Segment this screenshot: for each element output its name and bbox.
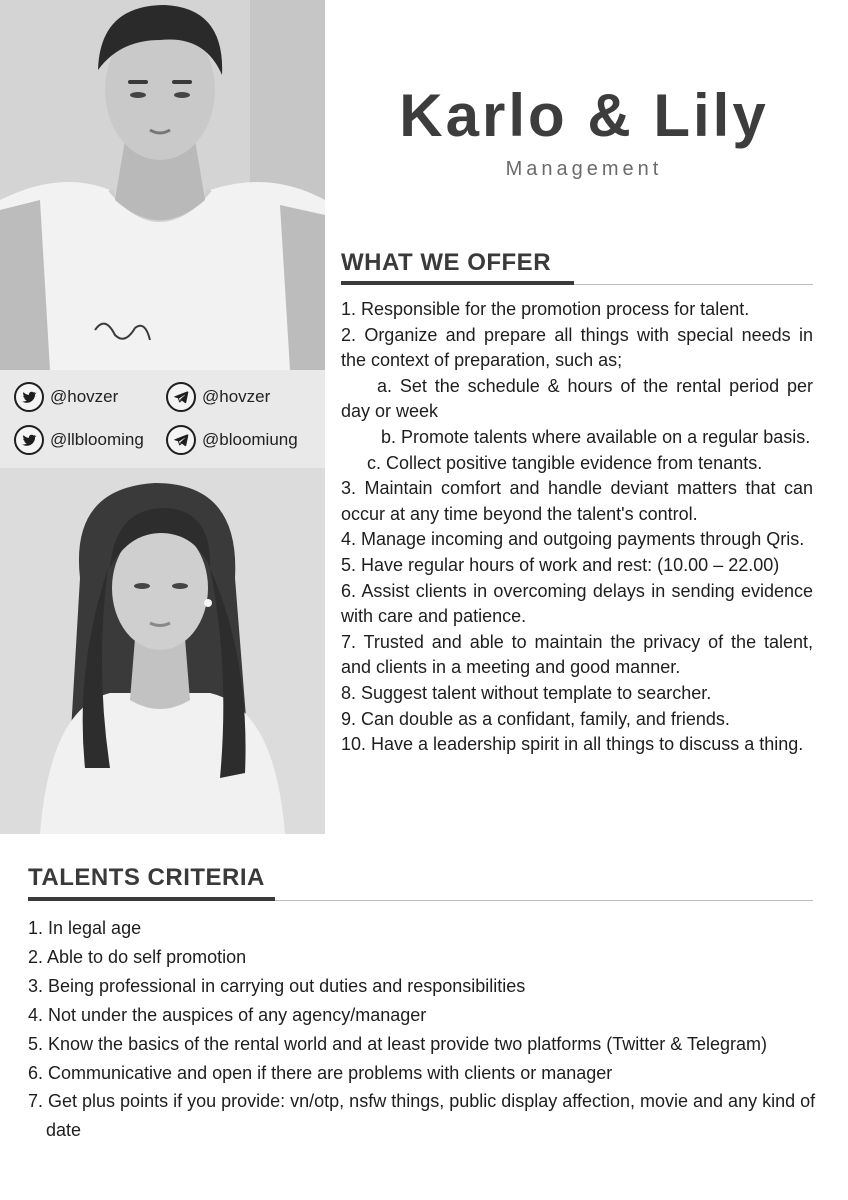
offer-item: 5. Have regular hours of work and rest: (10.00 – 22.00) xyxy=(341,554,780,575)
social-handle[interactable] xyxy=(14,425,144,455)
criteria-item: 2. Able to do self promotion xyxy=(28,946,247,967)
male-talent-photo xyxy=(0,0,325,370)
offer-item: 9. Can double as a confidant, family, and friends. xyxy=(341,708,730,729)
criteria-heading: TALENTS CRITERIA xyxy=(28,864,265,891)
offer-item: 7. Trusted and able to maintain the privacy of the talent, and clients in a meeting and good manner. xyxy=(341,631,813,678)
social-handle[interactable] xyxy=(166,425,298,455)
social-handle[interactable] xyxy=(166,382,270,412)
criteria-item: 7. Get plus points if you provide: vn/otp, nsfw things, public display affection, movie and any kind of date xyxy=(28,1091,816,1141)
criteria-heading-rule xyxy=(275,900,813,901)
offer-heading-bar xyxy=(341,281,574,285)
social-handle-text: @hovzer xyxy=(202,387,271,406)
twitter-icon xyxy=(14,425,44,455)
social-handle-text: @bloomiung xyxy=(202,430,298,449)
brand-subtitle: Management xyxy=(505,158,663,180)
offer-item: 8. Suggest talent without template to searcher. xyxy=(341,682,712,703)
social-handle[interactable] xyxy=(14,382,118,412)
female-talent-photo xyxy=(0,468,325,834)
offer-subitem: a. Set the schedule & hours of the rental period per day or week xyxy=(341,375,813,422)
criteria-item: 6. Communicative and open if there are problems with clients or manager xyxy=(28,1062,613,1083)
offer-item: 4. Manage incoming and outgoing payments through Qris. xyxy=(341,529,805,550)
offer-heading-rule xyxy=(574,284,813,285)
telegram-icon xyxy=(166,425,196,455)
social-handle-text: @llblooming xyxy=(50,430,144,449)
criteria-item: 1. In legal age xyxy=(28,918,142,938)
social-handles xyxy=(0,370,325,468)
offer-subitem: c. Collect positive tangible evidence from tenants. xyxy=(367,452,763,473)
offer-item: 2. Organize and prepare all things with special needs in the context of preparation, such as; xyxy=(341,324,813,371)
offer-list xyxy=(341,297,813,758)
telegram-icon xyxy=(166,382,196,412)
social-handle-text: @hovzer xyxy=(50,387,119,406)
criteria-list xyxy=(28,914,818,1145)
criteria-item: 5. Know the basics of the rental world and at least provide two platforms (Twitter & Telegram) xyxy=(28,1033,768,1054)
brand-title: Karlo & Lily xyxy=(399,82,769,149)
offer-item: 10. Have a leadership spirit in all things to discuss a thing. xyxy=(341,734,804,755)
criteria-item: 4. Not under the auspices of any agency/manager xyxy=(28,1004,427,1025)
brand-block xyxy=(330,80,838,181)
criteria-heading-bar xyxy=(28,897,275,901)
offer-heading: WHAT WE OFFER xyxy=(341,249,552,276)
criteria-item: 3. Being professional in carrying out duties and responsibilities xyxy=(28,975,526,996)
offer-item: 1. Responsible for the promotion process for talent. xyxy=(341,299,750,319)
twitter-icon xyxy=(14,382,44,412)
offer-item: 3. Maintain comfort and handle deviant matters that can occur at any time beyond the talent's control. xyxy=(341,478,813,524)
offer-item: 6. Assist clients in overcoming delays in sending evidence with care and patience. xyxy=(341,580,813,627)
offer-subitem: b. Promote talents where available on a regular basis. xyxy=(381,426,811,447)
